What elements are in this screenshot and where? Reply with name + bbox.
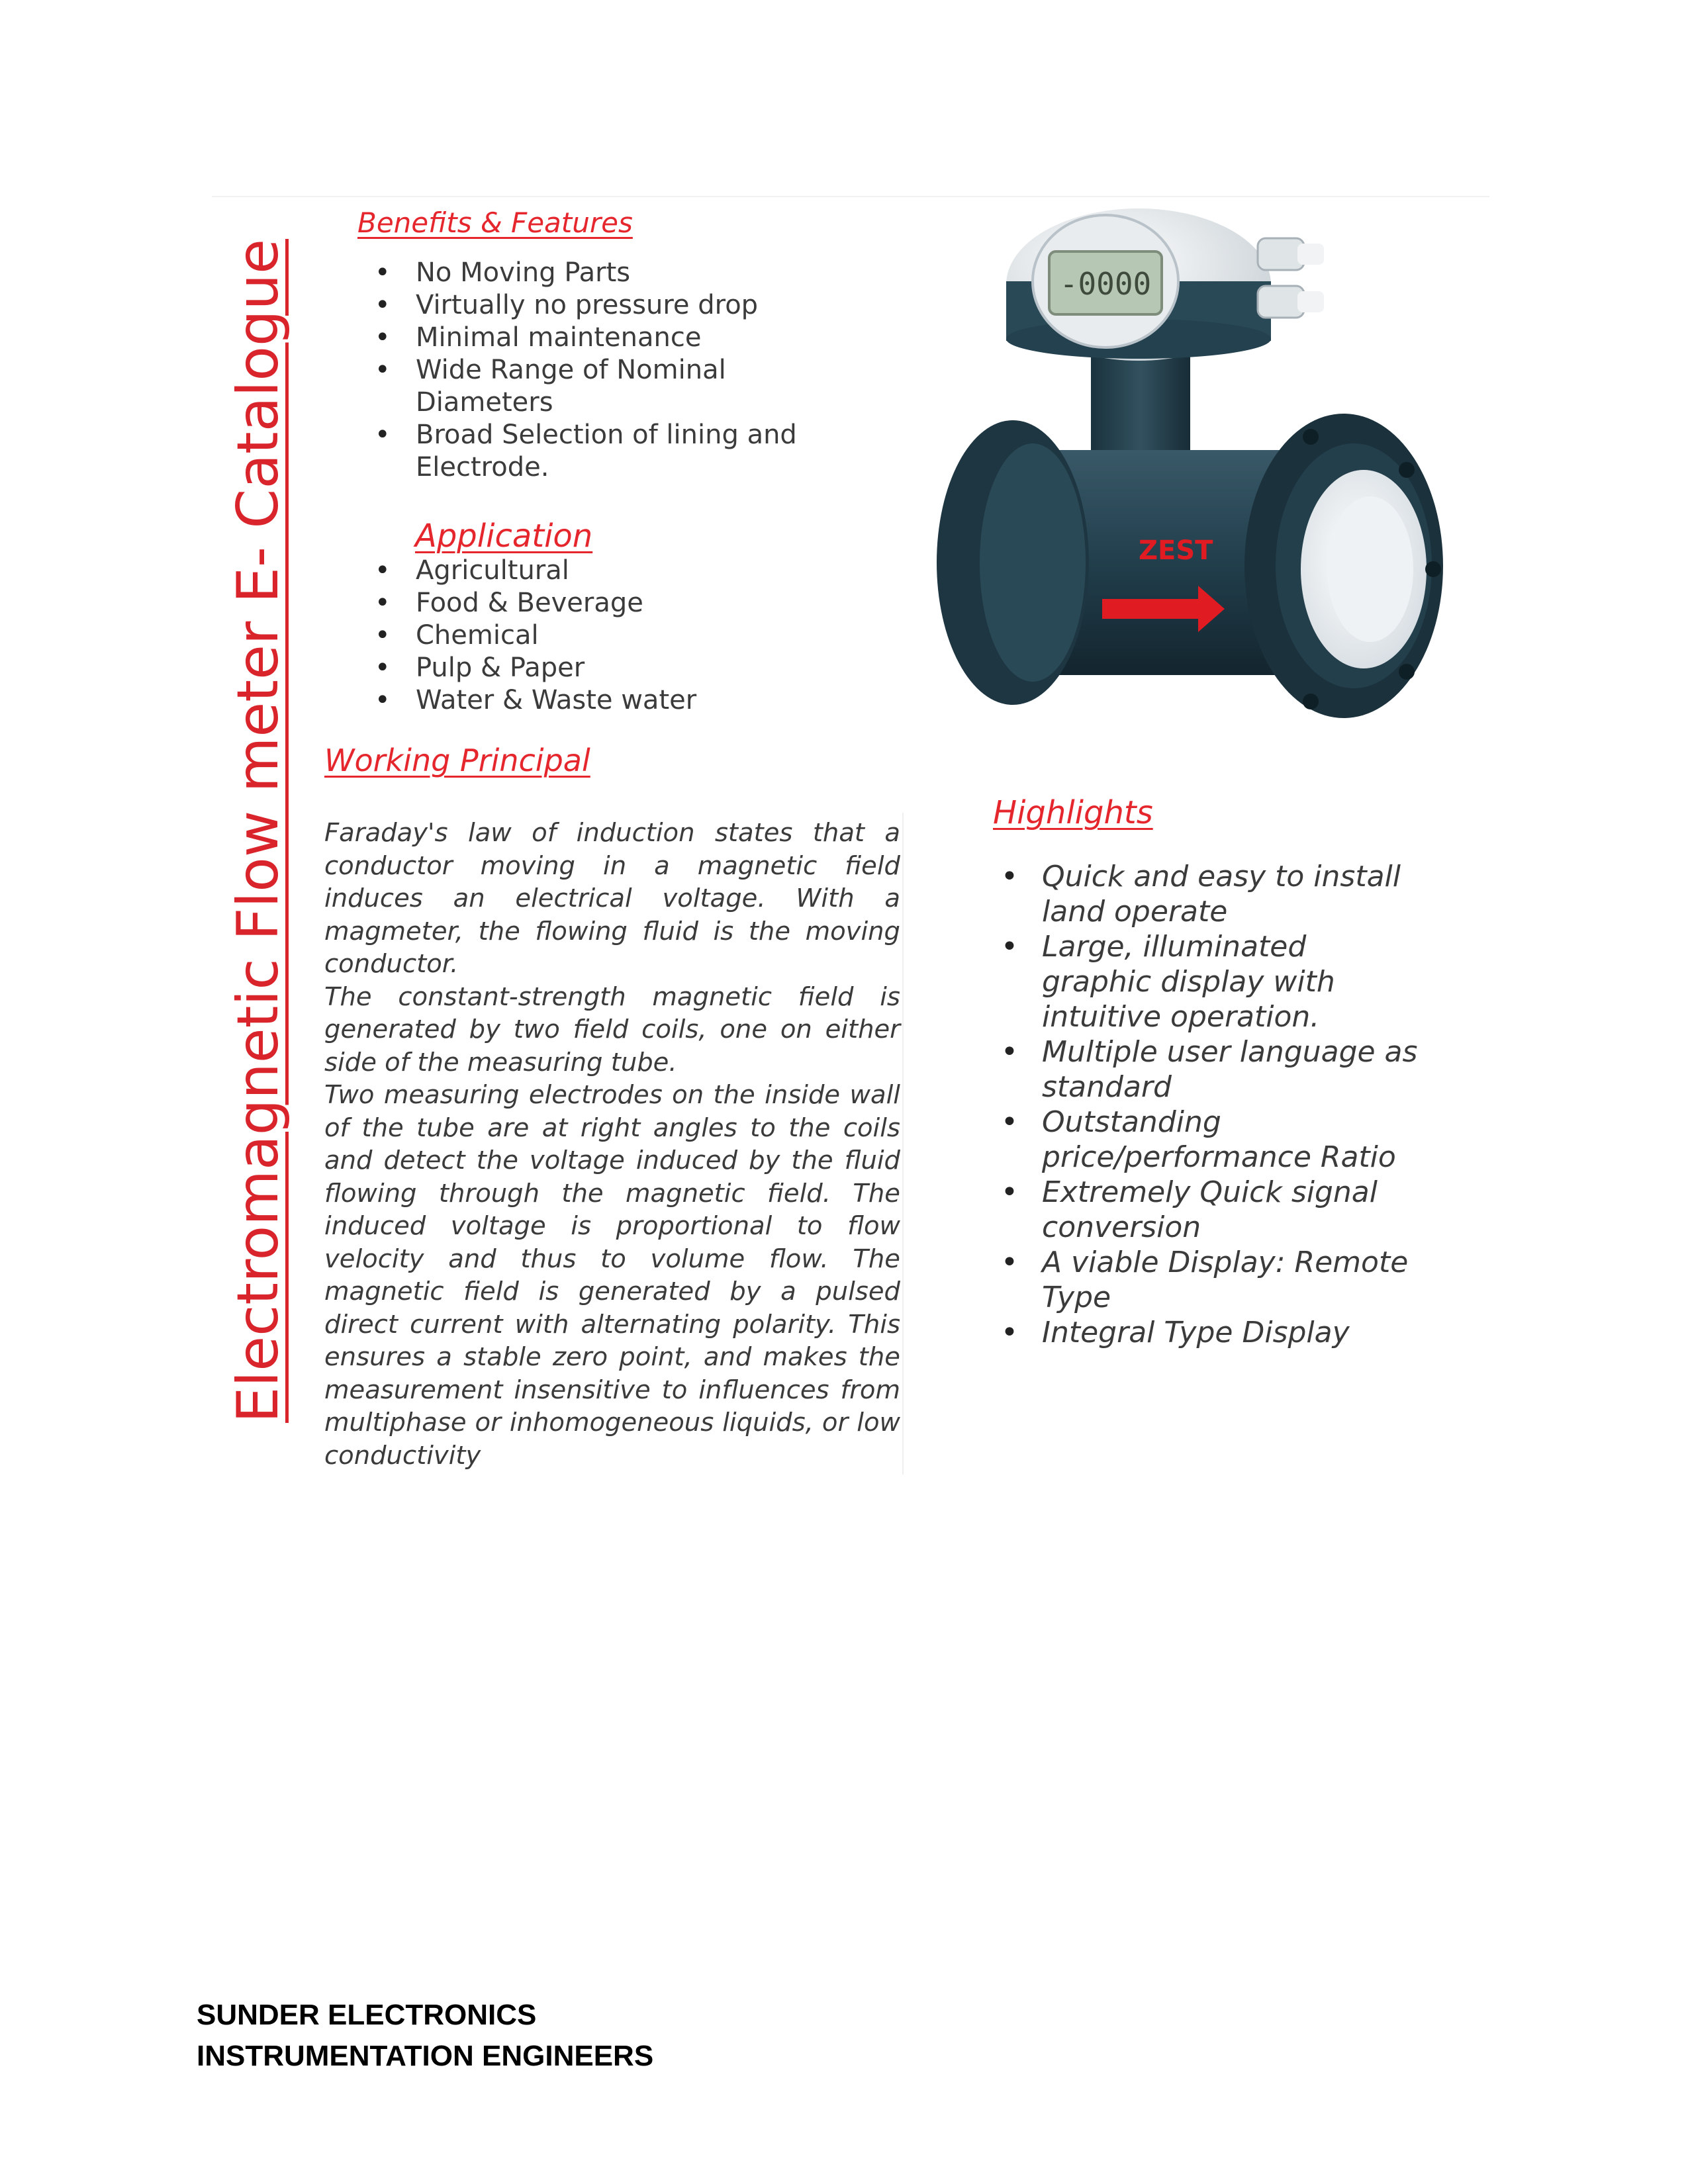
list-item: • Virtually no pressure drop [375, 289, 838, 322]
list-item: • Water & Waste water [375, 684, 838, 717]
list-item: • Large, illuminated graphic display with intuitive operation. [1001, 929, 1425, 1034]
highlights-heading: Highlights [993, 794, 1153, 831]
list-item: • Minimal maintenance [375, 322, 838, 354]
list-item: • Food & Beverage [375, 587, 838, 619]
benefits-list [375, 257, 838, 484]
working-principle-text [324, 817, 900, 1472]
benefits-heading: Benefits & Features [357, 206, 633, 239]
list-item: • No Moving Parts [375, 257, 838, 289]
list-item: • A viable Display: Remote Type [1001, 1245, 1439, 1315]
paragraph: The constant-strength magnetic field is generated by two field coils, one on either side of the measuring tube. [324, 981, 900, 1077]
working-principle-heading: Working Principal [324, 743, 590, 778]
list-item: • Pulp & Paper [375, 652, 838, 684]
list-item: • Extremely Quick signal conversion [1001, 1175, 1426, 1245]
paragraph: Faraday's law of induction states that a conductor moving in a magnetic field induces an electrical voltage. With a magmeter, the flowing fluid is the moving conductor. [324, 818, 900, 979]
brand-label: ZEST [1139, 535, 1213, 566]
top-rule [212, 196, 1489, 197]
display-reading: -0000 [1059, 266, 1152, 302]
list-item: • Integral Type Display [1001, 1315, 1425, 1350]
list-item: • Agricultural [375, 555, 838, 587]
list-item: • Wide Range of Nominal Diameters [375, 354, 760, 419]
footer-tagline: INSTRUMENTATION ENGINEERS [197, 2040, 654, 2072]
list-item: • Multiple user language as standard [1001, 1034, 1426, 1105]
list-item: • Outstanding price/performance Ratio [1001, 1105, 1439, 1175]
footer-company-name: SUNDER ELECTRONICS [197, 1999, 537, 2031]
list-item: • Quick and easy to install land operate [1001, 859, 1425, 929]
application-heading: Application [415, 518, 593, 555]
paragraph: Two measuring electrodes on the inside wall of the tube are at right angles to the coils and detect the voltage induced by the fluid flowing through the magnetic field. The induced voltage is proportional to flow velocity and thus to volume flow. The magnetic field is generated by a pulsed direct current with alternating polarity. This ensures a stable zero point, and makes the measurement insensitive to influences from multiphase or inhomogeneous liquids, or low conductivity [324, 1080, 900, 1471]
list-item: • Chemical [375, 619, 838, 652]
highlights-list [1001, 859, 1425, 1350]
vertical-title: Electromagnetic Flow meter E- Catalogue [225, 239, 291, 1423]
flow-meter-image [914, 199, 1456, 748]
application-list [375, 555, 838, 717]
column-divider [902, 813, 904, 1475]
list-item: • Broad Selection of lining and Electrode. [375, 419, 826, 484]
